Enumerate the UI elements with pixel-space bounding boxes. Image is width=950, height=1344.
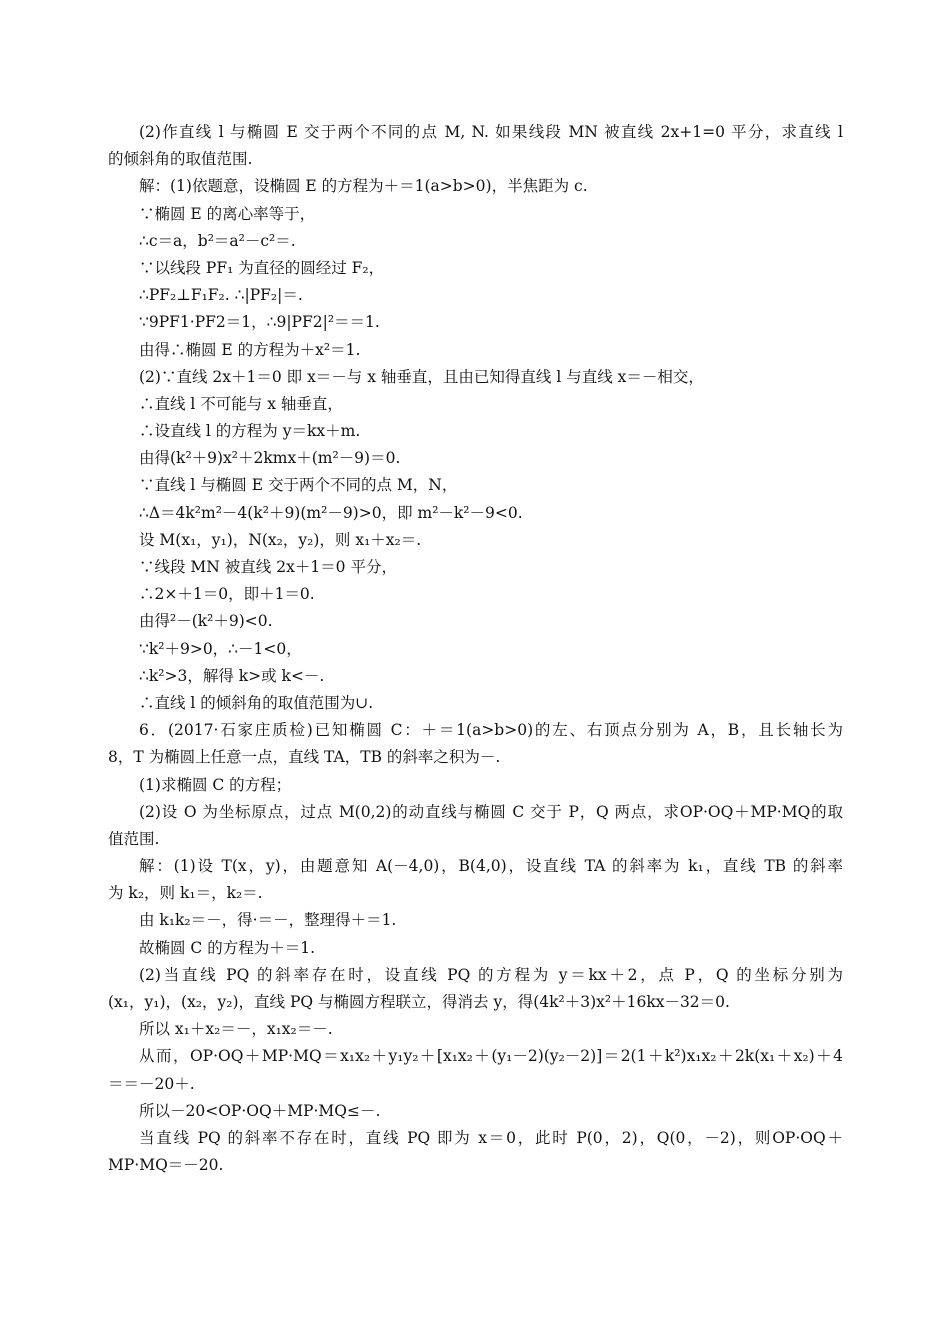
- text-line: 为 k₂，则 k₁＝，k₂＝.: [108, 884, 263, 903]
- text-line: (2)设 O 为坐标原点，过点 M(0,2)的动直线与椭圆 C 交于 P，Q 两点，求OP·OQ＋MP·MQ的取: [139, 802, 843, 821]
- text-line: 8，T 为椭圆上任意一点，直线 TA，TB 的斜率之积为－.: [108, 748, 501, 767]
- text-line: ∵k²＋9>0，∴－1<0，: [139, 639, 302, 658]
- text-line: 解：(1)依题意，设椭圆 E 的方程为＋＝1(a>b>0)，半焦距为 c.: [139, 177, 588, 196]
- text-line: 6．(2017·石家庄质检)已知椭圆 C：＋＝1(a>b>0)的左、右顶点分别为 A，B，且长轴长为: [139, 721, 843, 740]
- text-line: ∵直线 l 与椭圆 E 交于两个不同的点 M，N，: [139, 476, 458, 495]
- text-line: 解：(1)设 T(x，y)，由题意知 A(－4,0)，B(4,0)，设直线 TA 的斜率为 k₁，直线 TB 的斜率: [139, 857, 843, 876]
- text-line: 当直线 PQ 的斜率不存在时，直线 PQ 即为 x＝0，此时 P(0，2)，Q(0，－2)，则OP·OQ＋: [139, 1128, 843, 1147]
- text-line: ∴设直线 l 的方程为 y＝kx＋m.: [139, 422, 361, 441]
- text-line: ∴2×＋1＝0，即＋1＝0.: [139, 585, 315, 604]
- text-line: MP·MQ＝－20.: [108, 1156, 224, 1175]
- text-line: 由 k₁k₂＝－，得·＝－，整理得＋＝1.: [139, 911, 397, 930]
- text-line: ∴PF₂⊥F₁F₂. ∴|PF₂|＝.: [139, 286, 303, 305]
- text-line: ∵以线段 PF₁ 为直径的圆经过 F₂，: [139, 258, 385, 277]
- text-line: 从而，OP·OQ＋MP·MQ＝x₁x₂＋y₁y₂＋[x₁x₂＋(y₁－2)(y₂－2)]＝2(1＋k²)x₁x₂＋2k(x₁＋x₂)＋4: [139, 1047, 843, 1066]
- text-line: ∴直线 l 不可能与 x 轴垂直，: [139, 394, 343, 413]
- text-line: (2)当直线 PQ 的斜率存在时，设直线 PQ 的方程为 y＝kx＋2，点 P，Q 的坐标分别为: [139, 965, 843, 984]
- text-line: ∴直线 l 的倾斜角的取值范围为∪.: [139, 693, 374, 712]
- text-line: (1)求椭圆 C 的方程；: [139, 775, 292, 794]
- text-line: 值范围.: [108, 829, 160, 848]
- text-line: (2)∵直线 2x＋1＝0 即 x＝－与 x 轴垂直，且由已知得直线 l 与直线 x＝－相交，: [139, 367, 704, 386]
- document-body: [108, 119, 843, 1179]
- text-line: ∵线段 MN 被直线 2x＋1＝0 平分，: [139, 558, 397, 576]
- text-line: 所以 x₁＋x₂＝－，x₁x₂＝－.: [139, 1020, 333, 1039]
- text-line: ∵9PF1·PF2＝1，∴9|PF2|²＝＝1.: [139, 313, 380, 332]
- text-line: 所以－20<OP·OQ＋MP·MQ≤－.: [139, 1101, 381, 1120]
- text-line: 由得(k²＋9)x²＋2kmx＋(m²－9)＝0.: [139, 449, 401, 468]
- text-line: 设 M(x₁，y₁)，N(x₂，y₂)，则 x₁＋x₂＝.: [139, 530, 422, 549]
- text-line: ∴c＝a，b²＝a²－c²＝.: [139, 231, 296, 250]
- text-line: ∴Δ＝4k²m²－4(k²＋9)(m²－9)>0，即 m²－k²－9<0.: [139, 503, 523, 522]
- text-line: 由得∴椭圆 E 的方程为＋x²＝1.: [139, 340, 361, 359]
- text-line: ＝＝－20＋.: [108, 1074, 195, 1093]
- text-line: ∴k²>3，解得 k>或 k<－.: [139, 666, 325, 685]
- text-line: (x₁，y₁)，(x₂，y₂)，直线 PQ 与椭圆方程联立，得消去 y，得(4k²＋3)x²＋16kx－32＝0.: [108, 993, 730, 1011]
- text-line: 由得²－(k²＋9)<0.: [139, 612, 273, 631]
- text-line: (2)作直线 l 与椭圆 E 交于两个不同的点 M, N. 如果线段 MN 被直线 2x+1=0 平分，求直线 l: [139, 123, 843, 141]
- text-line: 的倾斜角的取值范围.: [108, 150, 253, 169]
- text-line: 故椭圆 C 的方程为＋＝1.: [139, 938, 316, 957]
- text-line: ∵椭圆 E 的离心率等于，: [139, 204, 316, 223]
